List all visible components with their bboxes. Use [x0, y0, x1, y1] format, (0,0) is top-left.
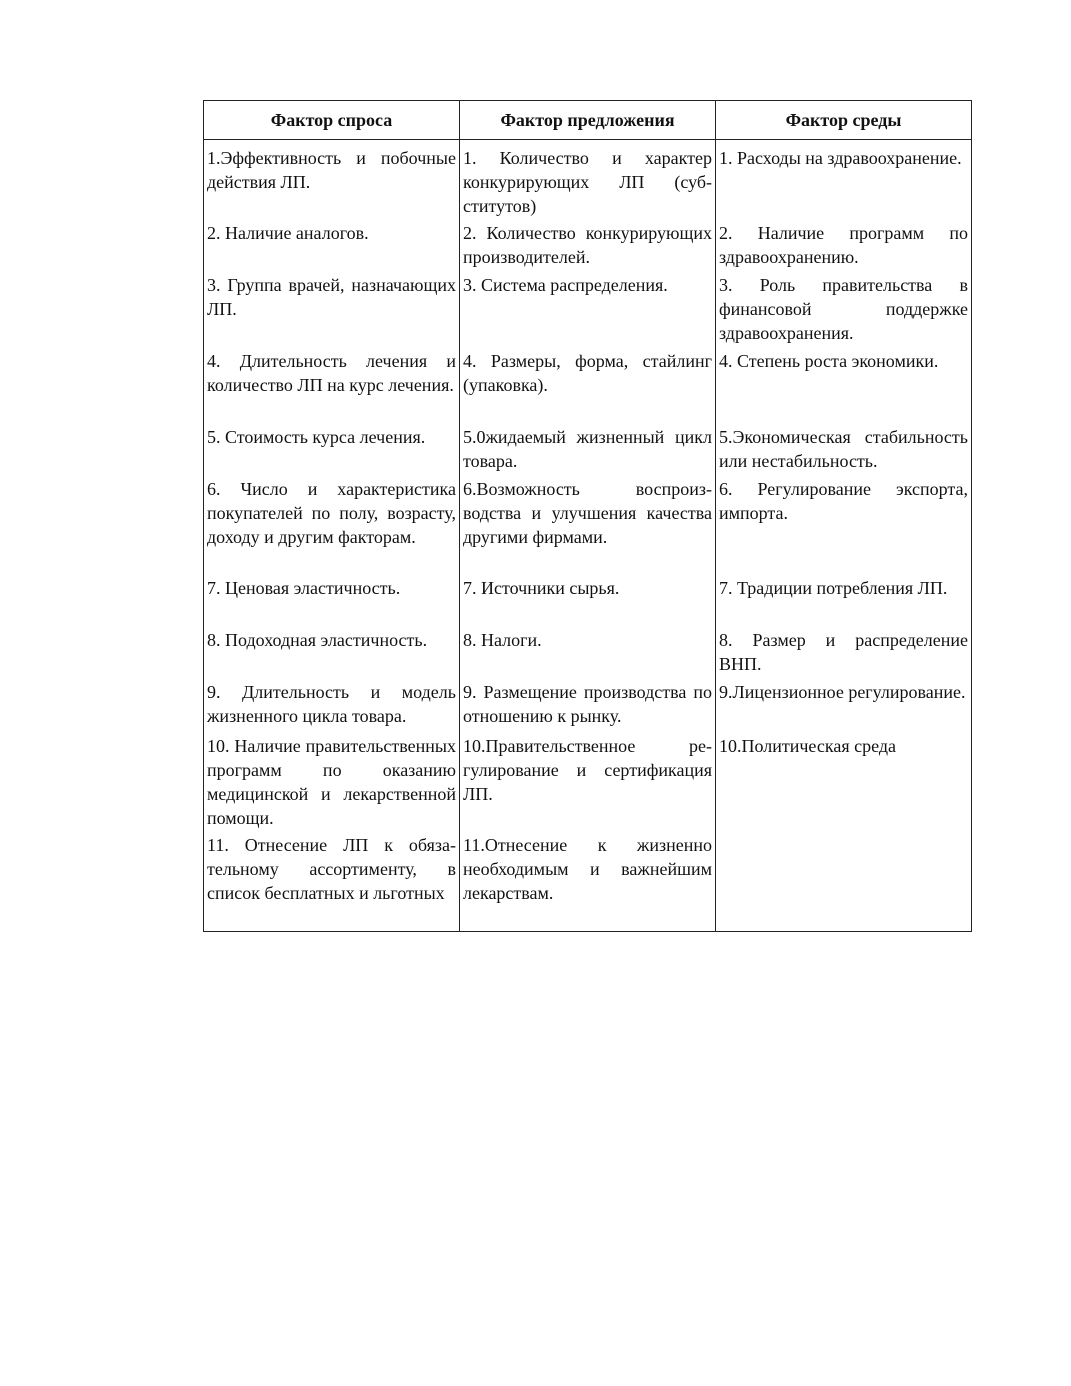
supply-cell: 7. Источники сырья.	[460, 576, 716, 628]
table-row	[204, 349, 972, 425]
environment-cell: 8. Размер и распределение ВНП.	[716, 628, 972, 680]
header-demand-factor: Фактор спроса	[204, 101, 460, 140]
table-row	[204, 221, 972, 273]
demand-cell: 11. Отнесение ЛП к обязательному ассортименту, в список бесплатных и льготных	[204, 833, 460, 931]
header-row	[204, 101, 972, 140]
supply-cell: 6.Возможность воспроизводства и улучшения качества другими фирмами.	[460, 477, 716, 576]
table-row	[204, 273, 972, 349]
supply-cell: 1. Количество и характер конкурирующих ЛП (субститутов)	[460, 140, 716, 222]
demand-cell: 2. Наличие аналогов.	[204, 221, 460, 273]
demand-cell: 10. Наличие правительственных программ по оказанию медицинской и лекарственной помощи.	[204, 734, 460, 833]
header-environment-factor: Фактор среды	[716, 101, 972, 140]
factors-table	[203, 100, 972, 932]
demand-cell: 6. Число и характеристика покупателей по полу, возрасту, доходу и другим факторам.	[204, 477, 460, 576]
supply-cell: 5.0жидаемый жизненный цикл товара.	[460, 425, 716, 477]
demand-cell: 4. Длительность лечения и количество ЛП на курс лечения.	[204, 349, 460, 425]
supply-cell: 2. Количество конкурирующих производителей.	[460, 221, 716, 273]
table-row	[204, 628, 972, 680]
environment-cell: 4. Степень роста экономики.	[716, 349, 972, 425]
demand-cell: 3. Группа врачей, назначающих ЛП.	[204, 273, 460, 349]
environment-cell: 9.Лицензионное регулирование.	[716, 680, 972, 734]
supply-cell: 10.Правительственное регулирование и сертификация ЛП.	[460, 734, 716, 833]
table-row	[204, 680, 972, 734]
environment-cell: 6. Регулирование экспорта, импорта.	[716, 477, 972, 576]
table-row	[204, 576, 972, 628]
demand-cell: 7. Ценовая эластичность.	[204, 576, 460, 628]
environment-cell: 2. Наличие программ по здравоохранению.	[716, 221, 972, 273]
header-supply-factor: Фактор предложения	[460, 101, 716, 140]
environment-cell: 5.Экономическая стабильность или нестабильность.	[716, 425, 972, 477]
environment-cell: 3. Роль правительства в финансовой поддержке здравоохранения.	[716, 273, 972, 349]
environment-cell	[716, 833, 972, 931]
demand-cell: 8. Подоходная эластичность.	[204, 628, 460, 680]
demand-cell: 9. Длительность и модель жизненного цикла товара.	[204, 680, 460, 734]
table-row	[204, 425, 972, 477]
supply-cell: 11.Отнесение к жизненно необходимым и важнейшим лекарствам.	[460, 833, 716, 931]
environment-cell: 10.Политическая среда	[716, 734, 972, 833]
supply-cell: 4. Размеры, форма, стайлинг (упаковка).	[460, 349, 716, 425]
demand-cell: 5. Стоимость курса лечения.	[204, 425, 460, 477]
table-row	[204, 140, 972, 222]
table-row	[204, 833, 972, 931]
document-page	[203, 100, 971, 932]
supply-cell: 8. Налоги.	[460, 628, 716, 680]
environment-cell: 1. Расходы на здравоохранение.	[716, 140, 972, 222]
supply-cell: 3. Система распределения.	[460, 273, 716, 349]
supply-cell: 9. Размещение производства по отношению к рынку.	[460, 680, 716, 734]
table-row	[204, 734, 972, 833]
table-body	[204, 140, 972, 932]
demand-cell: 1.Эффективность и побочные действия ЛП.	[204, 140, 460, 222]
table-header	[204, 101, 972, 140]
environment-cell: 7. Традиции потребления ЛП.	[716, 576, 972, 628]
table-row	[204, 477, 972, 576]
